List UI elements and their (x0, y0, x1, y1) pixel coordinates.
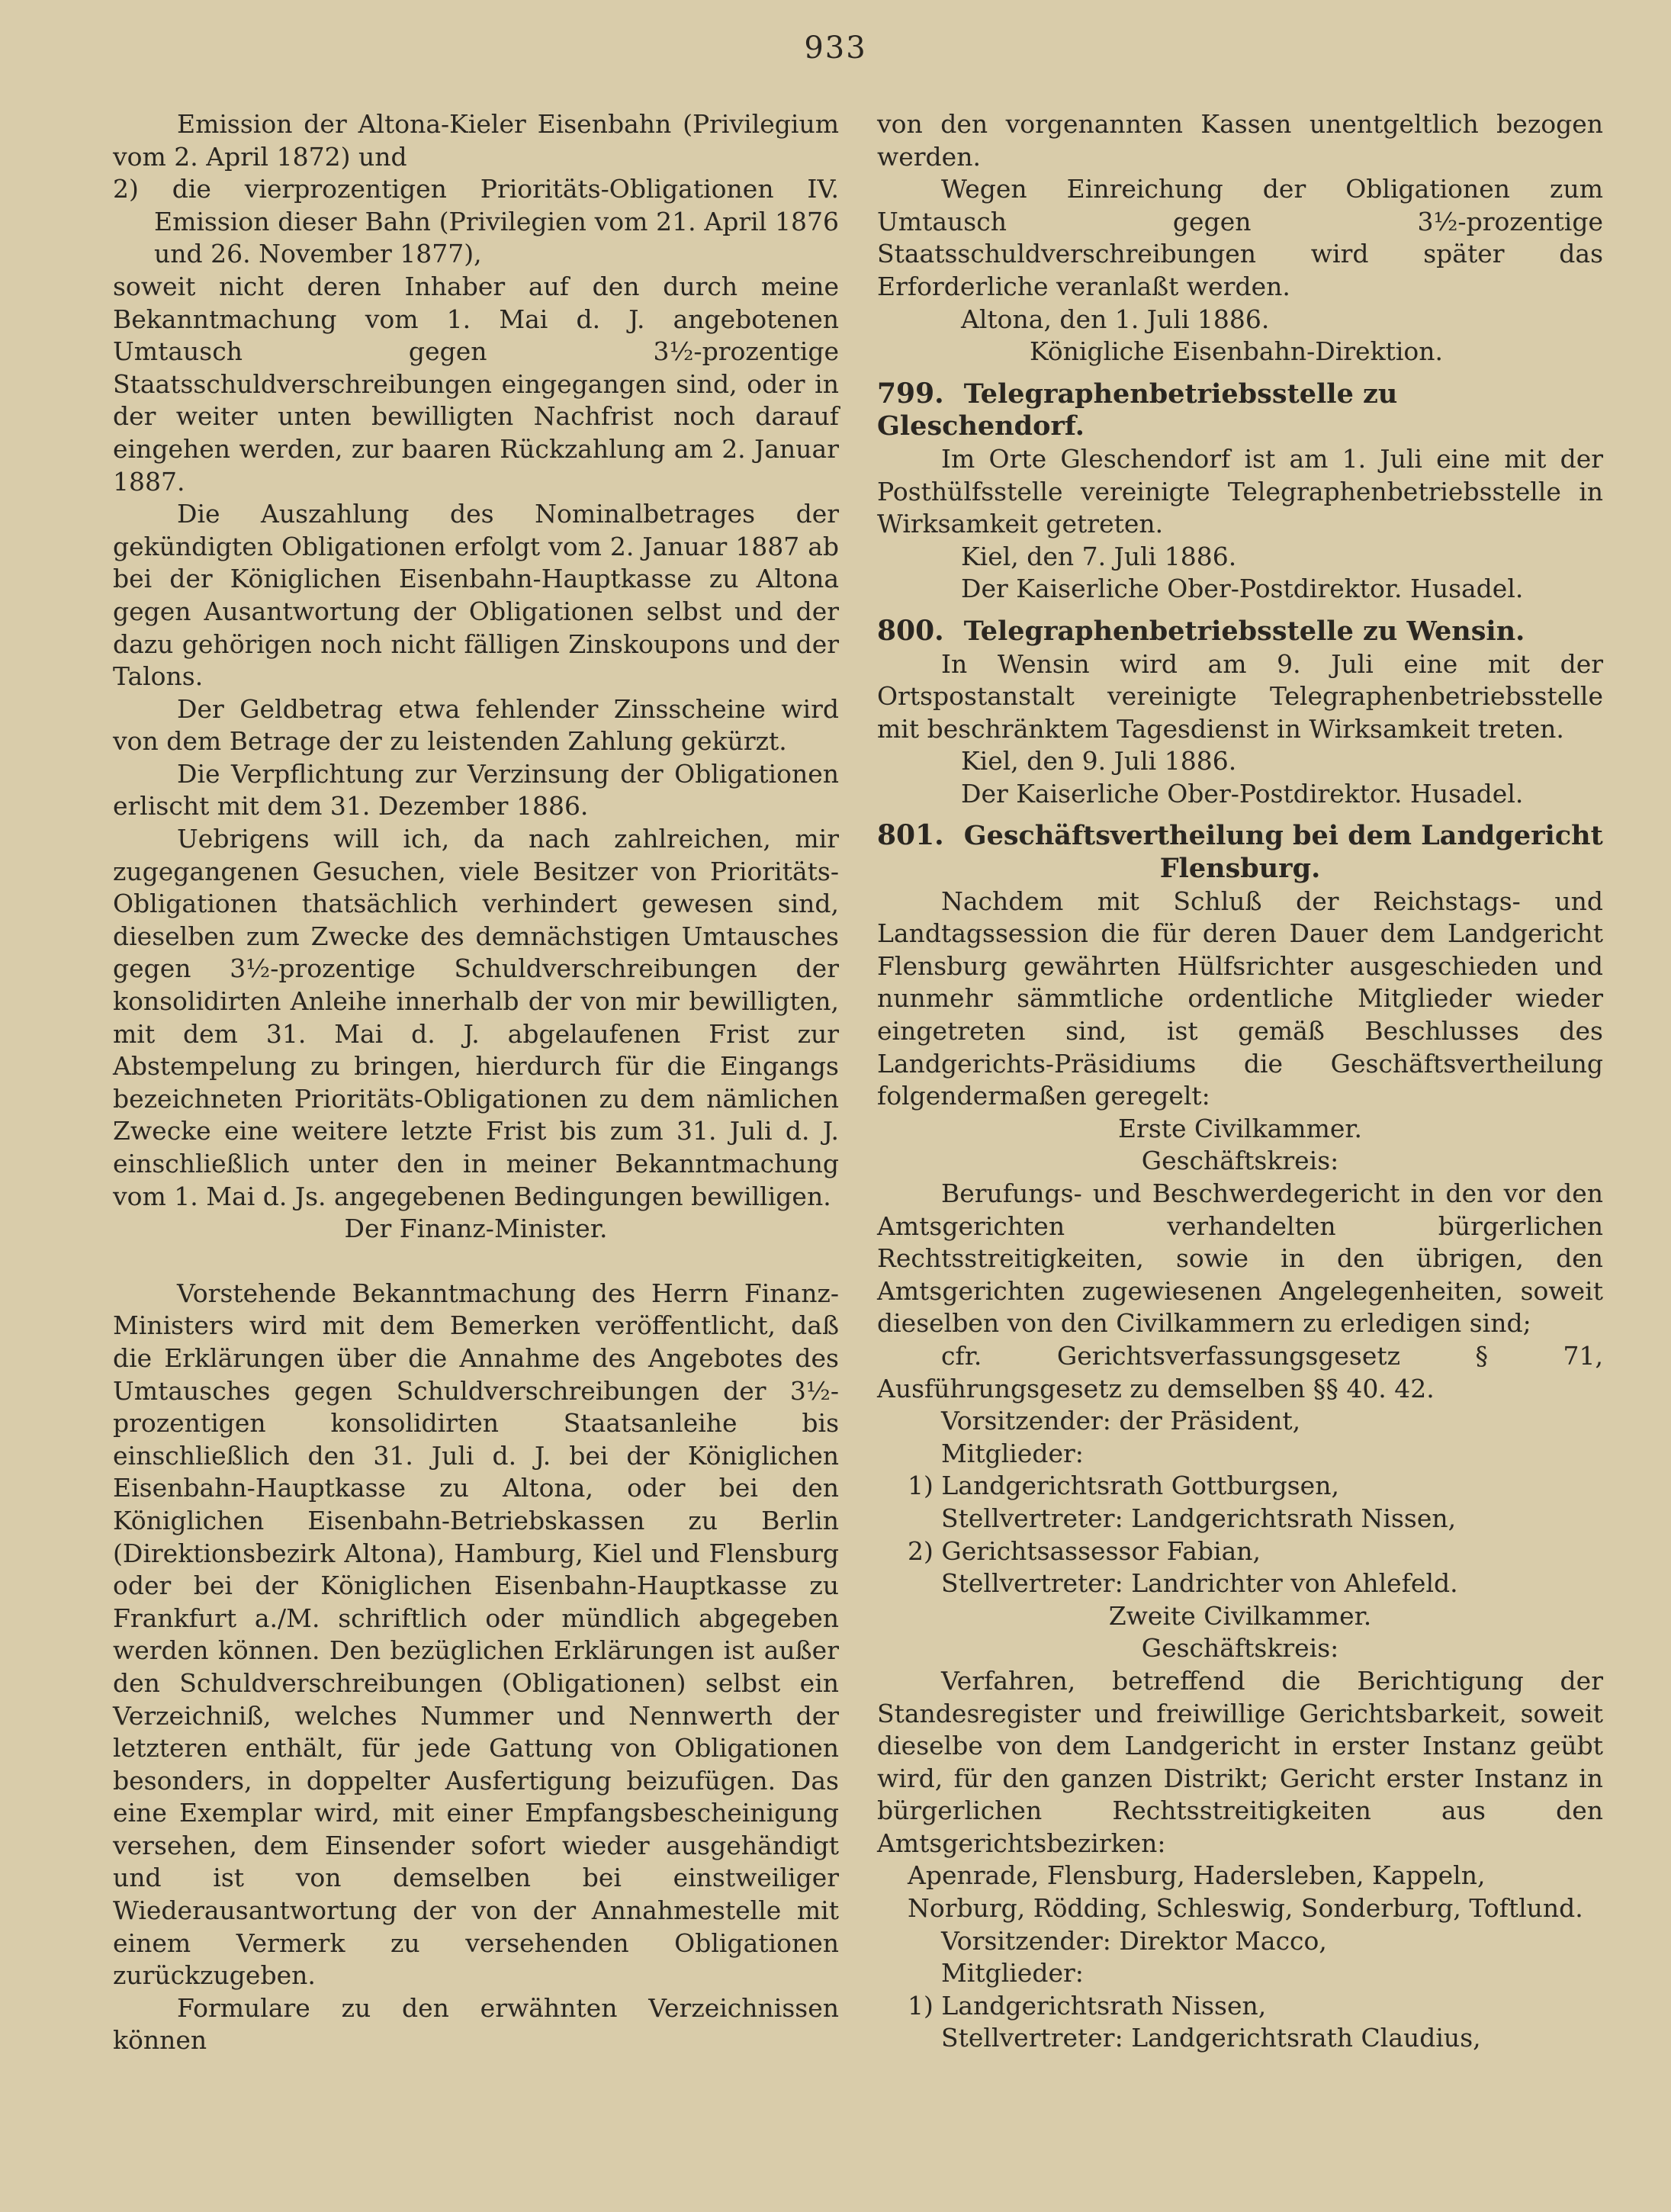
section-title: Telegraphenbetriebsstelle zu Wensin. (963, 615, 1525, 647)
subheading: Geschäftskreis: (1141, 1633, 1339, 1664)
page-number: 933 (804, 31, 867, 66)
section-heading-801 (877, 819, 1603, 885)
paragraph: Im Orte Gleschendorf ist am 1. Juli eine mit der Posthülfsstelle vereinigte Telegraphenbetriebsstelle in Wirksamkeit getreten. (877, 443, 1603, 539)
signature-finance-minister: Der Finanz-Minister. (344, 1214, 608, 1244)
list-line: 1) Landgerichtsrath Gottburgsen, (908, 1471, 1339, 1501)
section-heading-799 (877, 378, 1603, 443)
date-line: Kiel, den 7. Juli 1886. (961, 541, 1237, 571)
paragraph: Uebrigens will ich, da nach zahlreichen, mir zugegangenen Gesuchen, viele Besitzer von Prioritäts-Obligationen thatsächlich verhindert gewesen sind, dieselben zum Zwecke des demnächstigen Umtausches gegen 3½-prozentige Schuldverschreibungen der konsolidirten Anleihe innerhalb der von mir bewilligten, mit dem 31. Mai d. J. abgelaufenen Frist zur Abstempelung zu bringen, hierdurch für die Eingangs bezeichneten Prioritäts-Obligationen zu dem nämlichen Zwecke eine weitere letzte Frist bis zum 31. Juli d. J. einschließlich unter den in meiner Bekanntmachung vom 1. Mai d. Js. angegebenen Bedingungen bewilligen. (113, 824, 839, 1211)
list-line: Apenrade, Flensburg, Hadersleben, Kappeln, Norburg, Rödding, Schleswig, Sonderburg, Toftlund. (908, 1860, 1583, 1924)
list-line: Stellvertreter: Landgerichtsrath Nissen, (941, 1503, 1457, 1533)
section-heading-800 (877, 615, 1603, 648)
list-line: 2) Gerichtsassessor Fabian, (908, 1535, 1261, 1566)
paragraph: Die Auszahlung des Nominalbetrages der gekündigten Obligationen erfolgt vom 2. Januar 1887 ab bei der Königlichen Eisenbahn-Hauptkasse zu Altona gegen Ausantwortung der Obligationen selbst und der dazu gehörigen noch nicht fälligen Zinskoupons und der Talons. (113, 499, 839, 692)
section-title: Geschäftsvertheilung bei dem Landgericht (963, 820, 1603, 852)
list-item: 2) die vierprozentigen Prioritäts-Obligationen IV. Emission dieser Bahn (Privilegien vom 21. April 1876 und 26. November 1877), (113, 174, 839, 269)
list-line: Vorsitzender: Direktor Macco, (941, 1925, 1327, 1956)
paragraph: cfr. Gerichtsverfassungsgesetz § 71, Ausführungsgesetz zu demselben §§ 40. 42. (877, 1340, 1603, 1403)
signature: Der Kaiserliche Ober-Postdirektor. Husadel. (961, 574, 1524, 604)
paragraph: Formulare zu den erwähnten Verzeichnissen können (113, 1992, 839, 2056)
right-column (877, 108, 1603, 2055)
list-line: Mitglieder: (941, 1438, 1084, 1468)
left-column (113, 108, 839, 2057)
date-line: Kiel, den 9. Juli 1886. (961, 746, 1237, 776)
list-line: Stellvertreter: Landgerichtsrath Claudius, (941, 2023, 1481, 2053)
chamber-heading: Zweite Civilkammer. (1108, 1600, 1372, 1631)
paragraph: Wegen Einreichung der Obligationen zum Umtausch gegen 3½-prozentige Staatsschuldverschreibungen wird später das Erforderliche veranlaßt werden. (877, 174, 1603, 301)
list-line: Stellvertreter: Landrichter von Ahlefeld. (941, 1568, 1458, 1599)
subheading: Geschäftskreis: (1141, 1146, 1339, 1176)
paragraph: Nachdem mit Schluß der Reichstags- und Landtagssession die für deren Dauer dem Landgericht Flensburg gewährten Hülfsrichter ausgeschieden und nunmehr sämmtliche ordentliche Mitglieder wieder eingetreten sind, ist gemäß Beschlusses des Landgerichts-Präsidiums die Geschäftsvertheilung folgendermaßen geregelt: (877, 886, 1603, 1111)
paragraph: Der Geldbetrag etwa fehlender Zinsscheine wird von dem Betrage der zu leistenden Zahlung gekürzt. (113, 693, 839, 757)
paragraph: soweit nicht deren Inhaber auf den durch meine Bekanntmachung vom 1. Mai d. J. angebotenen Umtausch gegen 3½-prozentige Staatsschuldverschreibungen eingegangen sind, oder in der weiter unten bewilligten Nachfrist noch darauf eingehen werden, zur baaren Rückzahlung am 2. Januar 1887. (113, 271, 839, 497)
date-line: Altona, den 1. Juli 1886. (961, 304, 1270, 334)
section-number: 801. (877, 819, 944, 852)
paragraph: Die Verpflichtung zur Verzinsung der Obligationen erlischt mit dem 31. Dezember 1886. (113, 758, 839, 821)
section-number: 799. (877, 377, 944, 410)
paragraph: Berufungs- und Beschwerdegericht in den vor den Amtsgerichten verhandelten bürgerlichen Rechtsstreitigkeiten, sowie in den übrigen, den Amtsgerichten zugewiesenen Angelegenheiten, soweit dieselben von den Civilkammern zu erledigen sind; (877, 1178, 1603, 1339)
paragraph: Emission der Altona-Kieler Eisenbahn (Privilegium vom 2. April 1872) und (113, 109, 839, 172)
paragraph: Verfahren, betreffend die Berichtigung der Standesregister und freiwillige Gerichtsbarkeit, soweit dieselbe von dem Landgericht in erster Instanz geübt wird, für den ganzen Distrikt; Gericht erster Instanz in bürgerlichen Rechtsstreitigkeiten aus den Amtsgerichtsbezirken: (877, 1665, 1603, 1858)
signature: Königliche Eisenbahn-Direktion. (1030, 336, 1443, 367)
list-line: Mitglieder: (941, 1958, 1084, 1989)
paragraph: In Wensin wird am 9. Juli eine mit der Ortspostanstalt vereinigte Telegraphenbetriebsstelle mit beschränktem Tagesdienst in Wirksamkeit treten. (877, 648, 1603, 744)
section-title-continued: Flensburg. (1159, 853, 1321, 885)
signature: Der Kaiserliche Ober-Postdirektor. Husadel. (961, 778, 1524, 809)
section-number: 800. (877, 614, 944, 647)
list-line: 1) Landgerichtsrath Nissen, (908, 1990, 1267, 2021)
section-title: Telegraphenbetriebsstelle zu Gleschendorf. (877, 378, 1398, 442)
list-line: Vorsitzender: der Präsident, (941, 1406, 1301, 1436)
paragraph: Vorstehende Bekanntmachung des Herrn Finanz-Ministers wird mit dem Bemerken veröffentlicht, daß die Erklärungen über die Annahme des Angebotes des Umtausches gegen Schuldverschreibungen der 3½-prozentigen konsolidirten Staatsanleihe bis einschließlich den 31. Juli d. J. bei der Königlichen Eisenbahn-Hauptkasse zu Altona, oder bei den Königlichen Eisenbahn-Betriebskassen zu Berlin (Direktionsbezirk Altona), Hamburg, Kiel und Flensburg oder bei der Königlichen Eisenbahn-Hauptkasse zu Frankfurt a./M. schriftlich oder mündlich abgegeben werden können. Den bezüglichen Erklärungen ist außer den Schuldverschreibungen (Obligationen) selbst ein Verzeichniß, welches Nummer und Nennwerth der letzteren enthält, für jede Gattung von Obligationen besonders, in doppelter Ausfertigung beizufügen. Das eine Exemplar wird, mit einer Empfangsbescheinigung versehen, dem Einsender sofort wieder ausgehändigt und ist von demselben bei einstweiliger Wiederausantwortung der von der Annahmestelle mit einem Vermerk zu versehenden Obligationen zurückzugeben. (113, 1278, 839, 1991)
paragraph: von den vorgenannten Kassen unentgeltlich bezogen werden. (877, 109, 1603, 172)
chamber-heading: Erste Civilkammer. (1117, 1113, 1363, 1143)
